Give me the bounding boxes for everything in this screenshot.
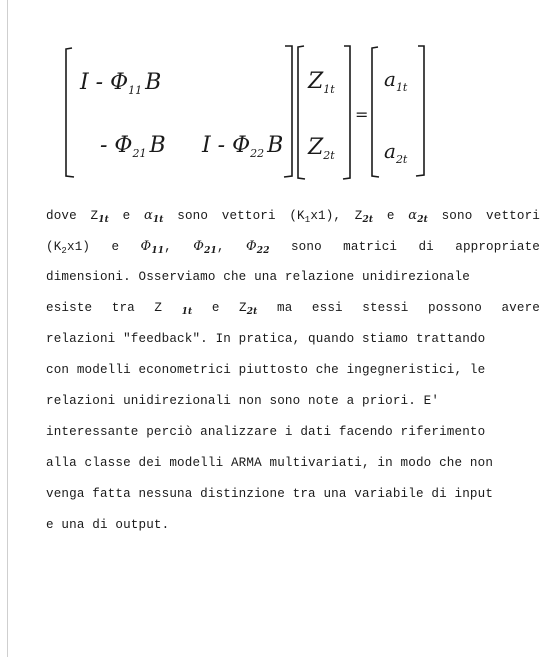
- text-line-11: e una di output.: [46, 518, 170, 532]
- text-line-5: relazioni "feedback". In pratica, quando stiamo trattando: [46, 332, 486, 346]
- text-line-2: $(K_2x1)$ e $\Phi_{11}$, $\Phi_{21}$, $\Phi_{22}$ sono matrici di appropriate: [46, 239, 541, 256]
- z-vector-right-bracket: [343, 46, 350, 179]
- text-line-1: dove $Z_{1t}$ e $\alpha_{1t}$ sono vettori $(K_1x1)$, $Z_{2t}$ e $\alpha_{2t}$ sono vettori: [46, 208, 540, 225]
- matrix-left-bracket: [66, 48, 74, 177]
- text-line-4: esiste tra Z $_{1t}$ e $Z_{2t}$ ma essi stessi possono avere: [46, 301, 540, 317]
- matrix-equation: [0, 0, 560, 190]
- text-line-9: alla classe dei modelli ARMA multivariati, in modo che non: [46, 456, 494, 470]
- z-vector-left-bracket: [298, 46, 305, 179]
- vector-z2: $Z_{2t}$: [308, 135, 335, 162]
- text-line-3: dimensioni. Osserviamo che una relazione unidirezionale: [46, 270, 470, 284]
- a-vector-left-bracket: [372, 47, 379, 177]
- text-line-7: relazioni unidirezionali non sono note a priori. E': [46, 394, 440, 408]
- a-vector-right-bracket: [416, 46, 424, 176]
- matrix-entry-22: I - $\Phi_{22}$ B: [202, 133, 284, 160]
- vector-a1: $a_{1t}$: [384, 67, 408, 94]
- vector-a2: $a_{2t}$: [384, 139, 408, 166]
- text-line-6: con modelli econometrici piuttosto che ingegneristici, le: [46, 363, 486, 377]
- text-line-10: venga fatta nessuna distinzione tra una variabile di input: [46, 487, 494, 501]
- vector-z1: $Z_{1t}$: [308, 69, 335, 96]
- matrix-entry-21: - $\Phi_{21}$ B: [100, 133, 166, 160]
- text-line-8: interessante perciò analizzare i dati facendo riferimento: [46, 425, 486, 439]
- equals-sign: =: [355, 105, 369, 124]
- matrix-entry-11: I - $\Phi_{11}$ B: [80, 70, 162, 97]
- body-paragraph: [46, 200, 540, 541]
- matrix-right-bracket: [284, 46, 292, 177]
